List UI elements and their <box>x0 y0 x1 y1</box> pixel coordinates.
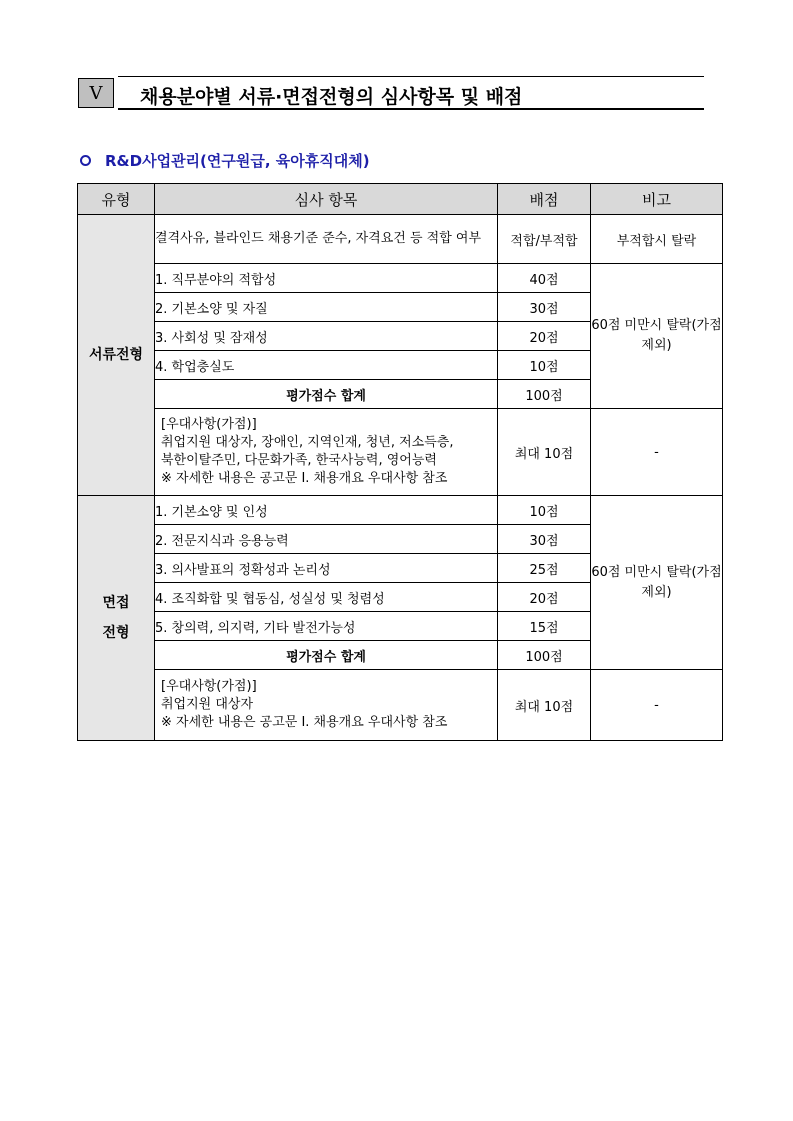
doc-item-2: 2. 기본소양 및 자질 <box>155 293 498 322</box>
table-row <box>78 215 723 264</box>
int-total-label: 평가점수 합계 <box>155 641 498 670</box>
int-score-5: 15점 <box>498 612 591 641</box>
int-item-5: 5. 창의력, 의지력, 기타 발전가능성 <box>155 612 498 641</box>
doc-bonus-line-3: 북한이탈주민, 다문화가족, 한국사능력, 영어능력 <box>161 453 437 468</box>
qualification-score: 적합/부적합 <box>498 215 591 264</box>
int-bonus-line-1: [우대사항(가점)] <box>161 679 257 694</box>
section-number-badge: V <box>78 78 114 108</box>
doc-score-4: 10점 <box>498 351 591 380</box>
int-item-2: 2. 전문지식과 응용능력 <box>155 525 498 554</box>
table-row <box>78 409 723 496</box>
header-bottom-rule <box>118 108 704 110</box>
doc-total-label: 평가점수 합계 <box>155 380 498 409</box>
doc-group-note: 60점 미만시 탈락(가점제외) <box>591 264 723 409</box>
doc-score-1: 40점 <box>498 264 591 293</box>
header-type: 유형 <box>78 184 155 215</box>
header-top-rule <box>118 76 704 77</box>
doc-bonus-line-1: [우대사항(가점)] <box>161 417 257 432</box>
int-total-score: 100점 <box>498 641 591 670</box>
doc-item-3: 3. 사회성 및 잠재성 <box>155 322 498 351</box>
section-header <box>78 76 704 110</box>
doc-score-3: 20점 <box>498 322 591 351</box>
int-score-1: 10점 <box>498 496 591 525</box>
doc-bonus-line-2: 취업지원 대상자, 장애인, 지역인재, 청년, 저소득층, <box>161 435 454 450</box>
doc-bonus-line-4: ※ 자세한 내용은 공고문 Ⅰ. 채용개요 우대사항 참조 <box>161 471 448 486</box>
header-item: 심사 항목 <box>155 184 498 215</box>
doc-item-1: 1. 직무분야의 적합성 <box>155 264 498 293</box>
circle-bullet-icon <box>80 155 91 166</box>
int-score-2: 30점 <box>498 525 591 554</box>
type-interview <box>78 496 155 741</box>
int-item-1: 1. 기본소양 및 인성 <box>155 496 498 525</box>
doc-score-2: 30점 <box>498 293 591 322</box>
table-row <box>78 496 723 525</box>
int-bonus-note: - <box>591 670 723 741</box>
doc-total-score: 100점 <box>498 380 591 409</box>
doc-bonus-score: 최대 10점 <box>498 409 591 496</box>
table-row <box>78 264 723 293</box>
int-bonus <box>155 670 498 741</box>
int-bonus-score: 최대 10점 <box>498 670 591 741</box>
int-bonus-line-3: ※ 자세한 내용은 공고문 Ⅰ. 채용개요 우대사항 참조 <box>161 715 448 730</box>
section-title: 채용분야별 서류·면접전형의 심사항목 및 배점 <box>140 86 523 108</box>
evaluation-table <box>77 183 723 741</box>
header-note: 비고 <box>591 184 723 215</box>
qualification-item: 결격사유, 블라인드 채용기준 준수, 자격요건 등 적합 여부 <box>155 215 498 264</box>
int-score-3: 25점 <box>498 554 591 583</box>
header-score: 배점 <box>498 184 591 215</box>
type-interview-line-1: 면접 <box>102 595 130 611</box>
sub-heading <box>80 150 370 171</box>
qualification-note: 부적합시 탈락 <box>591 215 723 264</box>
int-bonus-line-2: 취업지원 대상자 <box>161 697 254 712</box>
doc-item-4: 4. 학업충실도 <box>155 351 498 380</box>
table-row <box>78 670 723 741</box>
doc-bonus <box>155 409 498 496</box>
doc-bonus-note: - <box>591 409 723 496</box>
int-score-4: 20점 <box>498 583 591 612</box>
table-header-row <box>78 184 723 215</box>
int-item-3: 3. 의사발표의 정확성과 논리성 <box>155 554 498 583</box>
int-group-note: 60점 미만시 탈락(가점제외) <box>591 496 723 670</box>
int-item-4: 4. 조직화합 및 협동심, 성실성 및 청렴성 <box>155 583 498 612</box>
type-interview-line-2: 전형 <box>102 625 130 641</box>
type-document: 서류전형 <box>78 215 155 496</box>
sub-heading-text: R&D사업관리(연구원급, 육아휴직대체) <box>105 152 370 170</box>
